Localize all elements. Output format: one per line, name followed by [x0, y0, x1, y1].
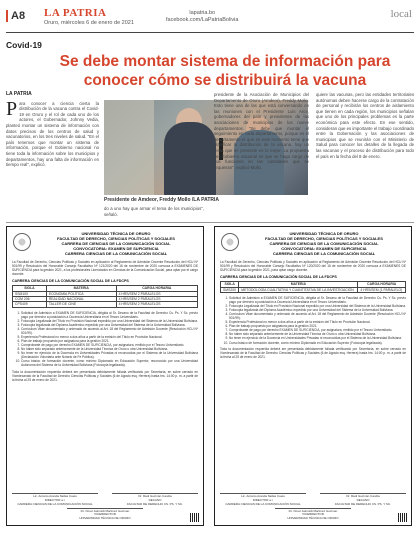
photo-caption: Presidente de Amdeor, Freddy Mollo /LA PATRIA [104, 197, 220, 203]
list-item: 5. Experiencia Profesional no menor a dos años a partir de la emisión del Título en Provisión Nacional. [229, 320, 406, 324]
table-row: COM 206 REALIDAD NACIONAL 4 HRS/SEM 2 PARALELOS [13, 297, 198, 302]
announcement-subtitle: CARRERA CIENCIAS DE LA COMUNICACIÓN SOCIAL DE LA FDCPS [12, 279, 129, 284]
list-item: 2. Fotocopia Legalizada del Título en Provisión Nacional expedido por una Universidad del Sistema de la Universidad Boliviana. [21, 319, 198, 323]
announcement-intro: La Facultad de Derecho, Ciencias Políticas y Sociales en aplicación al Reglamento de Admisión Docente Resolución del HCU Nº 501/99 y Resolución del Honorable Consejo Facultativo Nº 121/2020 del 16 de noviembre de 2020 convoca a EXÁMENES DE SUFICIENCIA para la gestión 2021, a los profesionales Licenciados en Ciencias de la Comunicación Social, para optar por el cargo docente. [12, 260, 198, 277]
signatures [12, 493, 198, 521]
subjects-table [12, 285, 198, 308]
article-headline: Se debe montar sistema de información para conocer cómo se distribuirá la vacuna [59, 53, 391, 89]
list-item: 10. Curso básico de formación docente, como mínimo Diplomado en Educación Superior (Fotocopia legalizada). [229, 341, 406, 345]
list-item: 7. Comprobante de pago por derecho EXAMEN DE SUFICIENCIA, por asignatura, emitido por el Tesoro Universitario. [21, 343, 198, 347]
article-byline: LA PATRIA [6, 91, 32, 97]
page-number: A8 [6, 10, 25, 22]
facebook-link[interactable]: facebook.com/LaPatriaBolivia [166, 17, 239, 23]
table-row: SMS200 METODOLOGÍA CUALITATIVA Y CUANTITATIVA DE LA INVESTIGACIÓN 4 HRS/SEM (1 PARALELO) [221, 287, 406, 292]
list-item: 2. Fotocopia Legalizada del Título en Provisión Nacional expedido por una Universidad del Sistema de la Universidad Boliviana. [229, 304, 406, 308]
list-item: 6. Plan de trabajo propuesto por asignatura para la gestión 2021. [229, 324, 406, 328]
website-link[interactable]: lapatria.bo [189, 10, 216, 16]
list-item: 1. Solicitud de Admisión a EXAMEN DE SUFICIENCIA, dirigida al Sr. Decano de la Facultad de Derecho Cs. Ps. Y Sc. previo pago por derecho a postulación a Docencia Universitaria en el Tesoro Universitario. [229, 296, 406, 304]
requirements-list [220, 296, 406, 345]
list-item: 4. Currículum Vitae documentado y ordenado de acuerdo al Art. 18 del Reglamento de Admisión Docente (Resolución HCU Nº 501/99). [21, 327, 198, 335]
table-header-row: SIGLA MATERIA CARGA HORARIA [13, 286, 198, 291]
article-column-4 [316, 92, 414, 218]
signature-center: Dr. Omar Jaimoldi Martínez Guzman VICERRECTOR UNIVERSIDAD TÉCNICA DE ORURO [67, 508, 143, 521]
announcement-note: Toda la documentación requerida deberá ser presentada debidamente foliada verificando por Secretaría, en sobre cerrado en Vicedecanato de la Facultad de Derecho Ciencias Políticas y Sociales (6 de Agosto esq. Herrera) hasta hrs. 14:00 p. m. a partir de la fecha al 25 de enero de 2021. [220, 346, 406, 359]
signature-right: Dr. Raúl Guzmán Candia DECANO FACULTAD DE DERECHO CS. PS. Y SC. [112, 493, 198, 506]
qr-code-icon [398, 513, 407, 522]
header-divider [6, 32, 414, 33]
article-column-2 [104, 206, 204, 217]
announcement-subtitle: CARRERA CIENCIAS DE LA COMUNICACIÓN SOCIAL DE LA FDCPS [220, 275, 337, 280]
announcement-note: Toda la documentación requerida deberá ser presentada debidamente foliada verificando por Secretaría, en sobre cerrado en Vicedecanato de la Facultad de Derecho Ciencias Políticas y Sociales (6 de Agosto esq. Herrera) hasta hrs. 14:00 p. m. a partir de la fecha al 25 de enero de 2021. [12, 369, 198, 382]
web-links [166, 10, 238, 24]
topic-label: Covid-19 [6, 40, 42, 50]
article-column-1 [6, 92, 99, 168]
announcement-intro: La Facultad de Derecho, Ciencias Políticas y Sociales en aplicación al Reglamento de Admisión Docente Resolución del HCU Nº 501/99 y Resolución del Honorable Consejo Facultativo Nº 120/2020 del 16 de noviembre de 2020 convoca a EXÁMENES DE SUFICIENCIA para la gestión 2021, para optar cargo docente. [220, 260, 406, 273]
newspaper-logo: LA PATRIA [44, 7, 107, 19]
drop-cap: P [6, 97, 18, 120]
list-item: 10. Curso básico de formación docente, como mínimo Diplomado en Educación Superior, reconocido por una Universidad Autónoma del Sistema de la Universidad Boliviana (Fotocopia legalizada). [21, 359, 198, 367]
article-text-2: do a uno hay que armar el tema de los municipios", señaló. [104, 206, 204, 217]
article-text-4: quiere las vacunas, pero las entidades territoriales autónomas deben hacerse cargo de la contratación de personal y recibirán los centros de aislamiento que tienen en cada región, los municipios señalan que uno de los principales problemas es la parte económica para este efecto. En ese sentido, consideran que es importante el trabajo coordinado entre la Gobernación y las asociaciones de municipios que se reunirán con el Ministerio de Salud para conocer los detalles de la llegada de las vacunas y el proceso de distribución para todo el país en la fecha del 8 de enero. [316, 92, 414, 159]
requirements-list [12, 311, 198, 368]
list-item: 9. No tener en ejercicio de la Docencia en Universidades Privadas ni reconocidas por el Sistema de la Universidad Boliviana. [229, 336, 406, 340]
article-text-1: ara conocer a ciencia cierta la distribución de la vacuna contra el Covid-19 en Oruro y el rol de cada uno de los actores, el Gobernador, Johnny Vedia, planteó montar un sistema de información con datos precisos de los centros de salud y vacunatorios, en los tres niveles de salud. "En el país tenemos que montar un sistema de información, porque el Gobierno nacional no tiene toda la información sobre los municipios y departamentos, hay una falta de información en tiempo real", explicó. [6, 100, 99, 168]
list-item: 8. No haber sido separado anteriormente de la Universidad Técnica de Oruro u otra Universidad Boliviana. [229, 332, 406, 336]
signature-center: Dr. Omar Jaimoldi Martínez Guzman VICERRECTOR UNIVERSIDAD TÉCNICA DE ORURO [275, 508, 351, 521]
table-header-row: SIGLA MATERIA CARGA HORARIA [221, 282, 406, 287]
list-item: 7. Comprobante de pago por derecho EXAMEN DE SUFICIENCIA, por asignatura, emitido por el Tesoro Universitario. [229, 328, 406, 332]
table-row: CPS409 TALLER DE CINE 4 HRS/SEM 2 PARALELOS [13, 302, 198, 307]
announcement-heading: UNIVERSIDAD TÉCNICA DE ORURO FACULTAD DE DERECHO, CIENCIAS POLÍTICAS Y SOCIALES CARRERA DE CIENCIAS DE LA COMUNICACIÓN SOCIAL CONVOCATORIA: EXAMEN DE SUFICIENCIA CARRERA CIENCIAS DE LA COMUNICACIÓN SOCIAL [57, 231, 175, 256]
list-item: 9. No tener en ejercicio de la Docencia en Universidades Privadas ni reconocidas por el Sistema de la Universidad Boliviana (Declaración Voluntaria ante Notario de Fe Pública). [21, 351, 198, 359]
list-item: 8. No haber sido separado anteriormente de la Universidad Técnica de Oruro u otra Universidad Boliviana. [21, 347, 198, 351]
list-item: 1. Solicitud de Admisión a EXAMEN DE SUFICIENCIA, dirigida al Sr. Decano de la Facultad de Derecho Cs. Ps. Y Sc. previo pago por derecho a postulación a Docencia Universitaria en el Tesoro Universitario. [21, 311, 198, 319]
subjects-table [220, 281, 406, 293]
section-label: local [390, 8, 412, 20]
list-item: 3. Fotocopia legalizada del Diploma Académico expedido por una Universidad del Sistema de la Universidad Boliviana. [229, 308, 406, 312]
signature-right: Dr. Raúl Guzmán Candia DECANO FACULTAD DE DERECHO CS. PS. Y SC. [320, 493, 406, 506]
announcement-right [214, 226, 412, 526]
table-row: SSM100 ECONOMÍA POLÍTICA 4 HRS/SEM 2 PARALELOS [13, 291, 198, 296]
qr-code-icon [190, 513, 199, 522]
issue-date: Oruro, miércoles 6 de enero de 2021 [44, 20, 134, 26]
signature-left: Lic. Antonio Aranda Nellas Cueto DIRECTOR a.i. CARRERA CIENCIAS DE LA COMUNICACIÓN SOCIAL [12, 493, 98, 506]
university-seal-icon [13, 233, 31, 251]
announcement-left [6, 226, 204, 526]
page-header [0, 0, 420, 36]
article-text-3: presidente de la Asociación de Municipios del Departamento de Oruro (Amdeor), Freddy Mollo. Esto tiene una de las que está conversando en las reuniones con el Presidente Luis Arce, gobernadores del país y presidentes de las asociaciones de municipios de los nueve departamentos. "Se debe que montar el seguimiento en cada departamento, porque es el departamento el que en este momento tiene que planificar la distribución de la vacuna, hay un tema que se pretende es lo mejor. La propuesta del Gobierno nacional es que se haga cargo de sus funciones en las cantidades que se requieran", explicó Mollo. [214, 92, 309, 170]
signature-left: Lic. Antonio Aranda Nellas Cueto DIRECTOR a.i. CARRERA CIENCIAS DE LA COMUNICACIÓN SOCIAL [220, 493, 306, 506]
section-divider [6, 222, 414, 223]
list-item: 4. Currículum Vitae documentado y ordenado de acuerdo al Art. 18 del Reglamento de Admisión Docente (Resolución HCU Nº 501/99). [229, 312, 406, 320]
signatures [220, 493, 406, 521]
list-item: 5. Experiencia Profesional no menor a dos años a partir de la emisión del Título en Provisión Nacional. [21, 335, 198, 339]
list-item: 3. Fotocopia legalizada del Diploma Académico expedido por una Universidad del Sistema de la Universidad Boliviana. [21, 323, 198, 327]
article-column-3 [214, 92, 309, 216]
university-seal-icon [221, 233, 239, 251]
list-item: 6. Plan de trabajo propuesto por asignatura para la gestión 2021. [21, 339, 198, 343]
announcement-heading: UNIVERSIDAD TÉCNICA DE ORURO FACULTAD DE DERECHO, CIENCIAS POLÍTICAS Y SOCIALES CARRERA DE CIENCIAS DE LA COMUNICACIÓN SOCIAL CONVOCATORIA: EXAMEN DE SUFICIENCIA CARRERA CIENCIAS DE LA COMUNICACIÓN SOCIAL [265, 231, 383, 256]
